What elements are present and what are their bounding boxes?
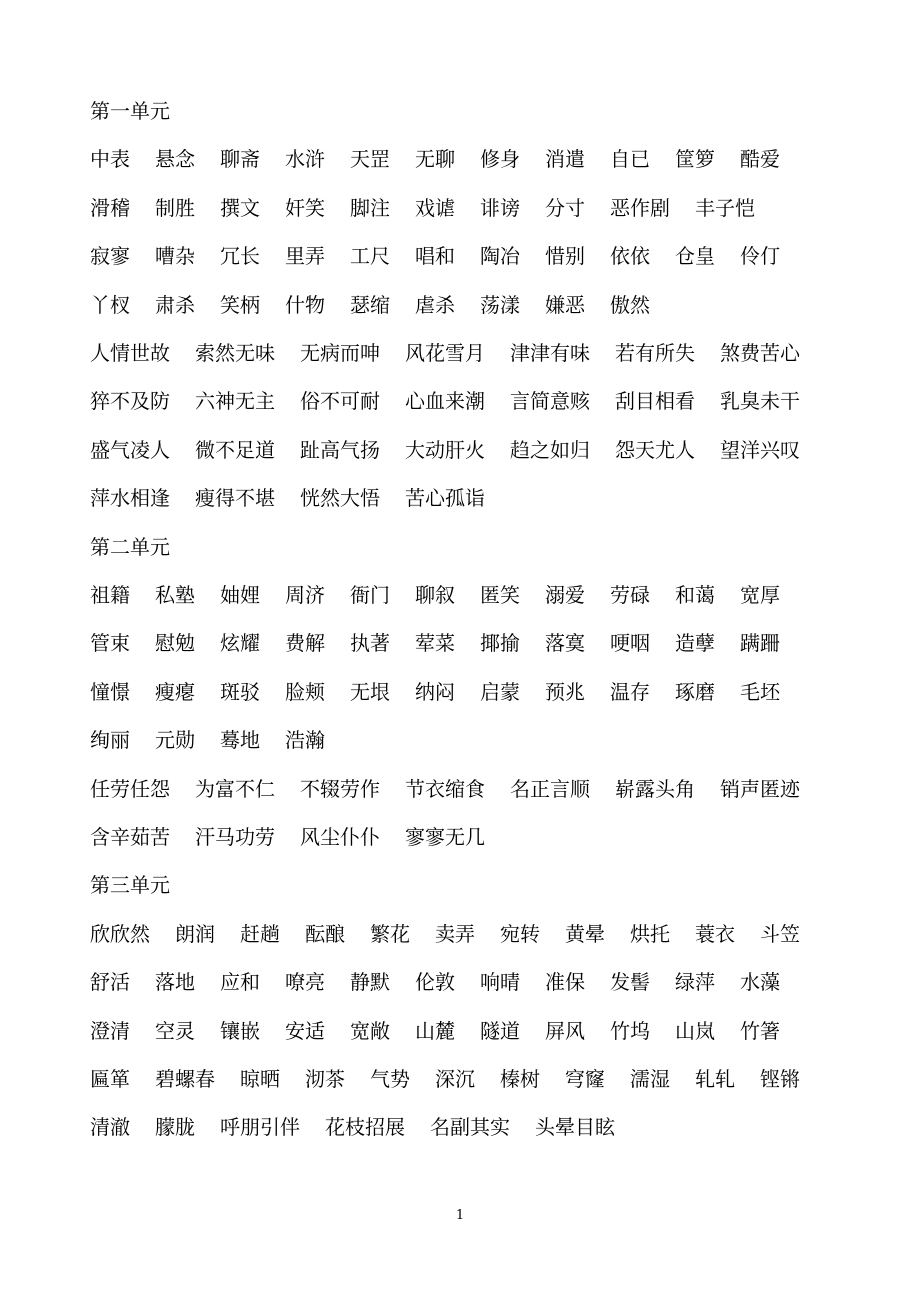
vocabulary-word: 虐杀 [415,292,455,317]
vocabulary-word: 汗马功劳 [195,825,275,849]
vocabulary-word: 分寸 [545,195,585,220]
vocabulary-word: 祖籍 [90,583,130,607]
vocabulary-word: 含辛茹苦 [90,825,170,849]
vocabulary-word: 穹窿 [565,1067,605,1091]
vocabulary-word: 肃杀 [155,292,195,317]
vocabulary-word: 猝不及防 [90,389,170,414]
vocabulary-word: 酷爱 [740,147,780,172]
vocabulary-word: 撰文 [220,195,260,220]
vocabulary-word: 准保 [545,970,585,995]
vocabulary-word: 花枝招展 [325,1115,405,1140]
vocabulary-word: 匾箪 [90,1067,130,1091]
vocabulary-word: 纳闷 [415,679,455,704]
vocabulary-word: 伦敦 [415,970,455,995]
vocabulary-row [90,774,800,804]
vocabulary-row [90,822,485,852]
vocabulary-word: 丫杈 [90,292,130,317]
vocabulary-word: 周济 [285,583,325,607]
vocabulary-word: 屏风 [545,1018,585,1043]
vocabulary-word: 隧道 [480,1018,520,1043]
vocabulary-word: 和蔼 [675,583,715,607]
vocabulary-word: 滑稽 [90,195,130,220]
vocabulary-word: 山麓 [415,1018,455,1043]
vocabulary-word: 沏茶 [305,1067,345,1091]
vocabulary-word: 趾高气扬 [300,437,380,462]
vocabulary-word: 头晕目眩 [535,1115,615,1140]
vocabulary-word: 名正言顺 [510,776,590,801]
vocabulary-word: 绿萍 [675,970,715,995]
vocabulary-word: 呼朋引伴 [220,1115,300,1140]
vocabulary-word: 戏谑 [415,195,455,220]
vocabulary-word: 管束 [90,631,130,656]
vocabulary-word: 轧轧 [695,1067,735,1091]
vocabulary-row [90,241,780,271]
vocabulary-word: 匿笑 [480,583,520,607]
vocabulary-word: 消遣 [545,147,585,172]
vocabulary-word: 温存 [610,679,650,704]
vocabulary-word: 宽敞 [350,1018,390,1043]
vocabulary-word: 斗笠 [760,921,800,946]
vocabulary-word: 哽咽 [610,631,650,656]
vocabulary-word: 脸颊 [285,679,325,704]
vocabulary-word: 静默 [350,970,390,995]
vocabulary-word: 言简意赅 [510,389,590,414]
vocabulary-word: 煞费苦心 [720,341,800,365]
vocabulary-word: 工尺 [350,244,390,269]
vocabulary-word: 舒活 [90,970,130,995]
vocabulary-word: 空灵 [155,1018,195,1043]
vocabulary-word: 无病而呻 [300,341,380,365]
vocabulary-word: 濡湿 [630,1067,670,1091]
vocabulary-word: 嘹亮 [285,970,325,995]
vocabulary-row [90,628,780,658]
vocabulary-word: 风尘仆仆 [300,825,380,849]
vocabulary-word: 陶冶 [480,244,520,269]
vocabulary-word: 趋之如归 [510,437,590,462]
vocabulary-word: 俗不可耐 [300,389,380,414]
vocabulary-word: 预兆 [545,679,585,704]
vocabulary-word: 气势 [370,1067,410,1091]
vocabulary-word: 销声匿迹 [720,776,800,801]
section-heading: 第一单元 [90,99,170,123]
vocabulary-word: 宛转 [500,921,540,946]
vocabulary-word: 无聊 [415,147,455,172]
vocabulary-word: 繁花 [370,921,410,946]
vocabulary-word: 清澈 [90,1115,130,1140]
vocabulary-word: 修身 [480,147,520,172]
vocabulary-word: 铿锵 [760,1067,800,1091]
vocabulary-word: 启蒙 [480,679,520,704]
vocabulary-word: 制胜 [155,195,195,220]
vocabulary-word: 傲然 [610,292,650,317]
vocabulary-word: 唱和 [415,244,455,269]
vocabulary-word: 笑柄 [220,292,260,317]
vocabulary-word: 私塾 [155,583,195,607]
vocabulary-row [90,386,800,416]
page-number: 1 [455,1208,465,1223]
vocabulary-row [90,725,325,755]
vocabulary-row [90,967,780,997]
vocabulary-word: 筐箩 [675,147,715,172]
vocabulary-word: 不辍劳作 [300,776,380,801]
vocabulary-word: 榛树 [500,1067,540,1091]
vocabulary-word: 晾晒 [240,1067,280,1091]
vocabulary-word: 怨天尤人 [615,437,695,462]
vocabulary-word: 望洋兴叹 [720,437,800,462]
vocabulary-word: 嫌恶 [545,292,585,317]
vocabulary-word: 慰勉 [155,631,195,656]
vocabulary-word: 憧憬 [90,679,130,704]
vocabulary-word: 发髻 [610,970,650,995]
vocabulary-word: 崭露头角 [615,776,695,801]
vocabulary-word: 嘈杂 [155,244,195,269]
vocabulary-word: 浩瀚 [285,728,325,753]
vocabulary-word: 风花雪月 [405,341,485,365]
vocabulary-word: 落寞 [545,631,585,656]
vocabulary-word: 自已 [610,147,650,172]
vocabulary-word: 聊斋 [220,147,260,172]
vocabulary-word: 伶仃 [740,244,780,269]
vocabulary-word: 寂寥 [90,244,130,269]
vocabulary-word: 丰子恺 [695,195,755,220]
vocabulary-word: 溺爱 [545,583,585,607]
vocabulary-word: 萍水相逢 [90,486,170,511]
vocabulary-word: 聊叙 [415,583,455,607]
section-heading: 第二单元 [90,534,170,559]
vocabulary-word: 若有所失 [615,341,695,365]
vocabulary-word: 冗长 [220,244,260,269]
vocabulary-row [90,677,780,707]
vocabulary-row [90,1016,780,1046]
vocabulary-word: 心血来潮 [405,389,485,414]
vocabulary-word: 揶揄 [480,631,520,656]
vocabulary-word: 深沉 [435,1067,475,1091]
vocabulary-row [90,338,800,368]
vocabulary-word: 澄清 [90,1018,130,1043]
vocabulary-word: 琢磨 [675,679,715,704]
vocabulary-word: 欣欣然 [90,921,150,946]
vocabulary-word: 水浒 [285,147,325,172]
vocabulary-word: 宽厚 [740,583,780,607]
vocabulary-word: 衙门 [350,583,390,607]
vocabulary-word: 水藻 [740,970,780,995]
vocabulary-word: 斑驳 [220,679,260,704]
vocabulary-word: 朦胧 [155,1115,195,1140]
vocabulary-word: 毛坯 [740,679,780,704]
vocabulary-row [90,193,755,223]
vocabulary-word: 刮目相看 [615,389,695,414]
vocabulary-word: 寥寥无几 [405,825,485,849]
vocabulary-row [90,580,780,610]
vocabulary-word: 妯娌 [220,583,260,607]
vocabulary-word: 六神无主 [195,389,275,414]
vocabulary-word: 奸笑 [285,195,325,220]
vocabulary-word: 瘦瘪 [155,679,195,704]
vocabulary-word: 为富不仁 [195,776,275,801]
vocabulary-word: 什物 [285,292,325,317]
vocabulary-word: 苦心孤诣 [405,486,485,511]
vocabulary-word: 费解 [285,631,325,656]
vocabulary-word: 人情世故 [90,341,170,365]
vocabulary-word: 瘦得不堪 [195,486,275,511]
vocabulary-row [90,919,800,949]
vocabulary-word: 索然无味 [195,341,275,365]
vocabulary-word: 恍然大悟 [300,486,380,511]
vocabulary-word: 天罡 [350,147,390,172]
vocabulary-word: 蓦地 [220,728,260,753]
vocabulary-word: 诽谤 [480,195,520,220]
vocabulary-word: 黄晕 [565,921,605,946]
vocabulary-word: 任劳任怨 [90,776,170,801]
vocabulary-word: 恶作剧 [610,195,670,220]
vocabulary-word: 惜别 [545,244,585,269]
vocabulary-word: 仓皇 [675,244,715,269]
vocabulary-word: 无垠 [350,679,390,704]
section-heading: 第三单元 [90,873,170,898]
vocabulary-word: 山岚 [675,1018,715,1043]
vocabulary-word: 落地 [155,970,195,995]
vocabulary-row [90,483,485,513]
vocabulary-word: 碧螺春 [155,1067,215,1091]
vocabulary-word: 卖弄 [435,921,475,946]
vocabulary-word: 脚注 [350,195,390,220]
vocabulary-word: 乳臭未干 [720,389,800,414]
vocabulary-word: 造孽 [675,631,715,656]
vocabulary-row [90,290,650,320]
vocabulary-word: 安适 [285,1018,325,1043]
vocabulary-word: 竹箸 [740,1018,780,1043]
vocabulary-word: 朗润 [175,921,215,946]
vocabulary-word: 镶嵌 [220,1018,260,1043]
vocabulary-word: 瑟缩 [350,292,390,317]
vocabulary-word: 酝酿 [305,921,345,946]
vocabulary-word: 悬念 [155,147,195,172]
vocabulary-word: 应和 [220,970,260,995]
vocabulary-row [90,1112,615,1142]
vocabulary-word: 津津有味 [510,341,590,365]
vocabulary-word: 盛气凌人 [90,437,170,462]
vocabulary-word: 炫耀 [220,631,260,656]
vocabulary-word: 蓑衣 [695,921,735,946]
vocabulary-word: 赶趟 [240,921,280,946]
vocabulary-word: 烘托 [630,921,670,946]
vocabulary-word: 里弄 [285,244,325,269]
vocabulary-row [90,144,780,174]
vocabulary-word: 元勋 [155,728,195,753]
vocabulary-word: 名副其实 [430,1115,510,1140]
vocabulary-row [90,1064,800,1094]
vocabulary-word: 大动肝火 [405,437,485,462]
vocabulary-word: 竹坞 [610,1018,650,1043]
vocabulary-word: 荤菜 [415,631,455,656]
vocabulary-word: 中表 [90,147,130,172]
vocabulary-word: 微不足道 [195,437,275,462]
vocabulary-word: 绚丽 [90,728,130,753]
vocabulary-word: 劳碌 [610,583,650,607]
vocabulary-word: 依依 [610,244,650,269]
vocabulary-row [90,435,800,465]
vocabulary-word: 执著 [350,631,390,656]
vocabulary-word: 节衣缩食 [405,776,485,801]
vocabulary-word: 蹒跚 [740,631,780,656]
vocabulary-word: 荡漾 [480,292,520,317]
vocabulary-word: 响晴 [480,970,520,995]
